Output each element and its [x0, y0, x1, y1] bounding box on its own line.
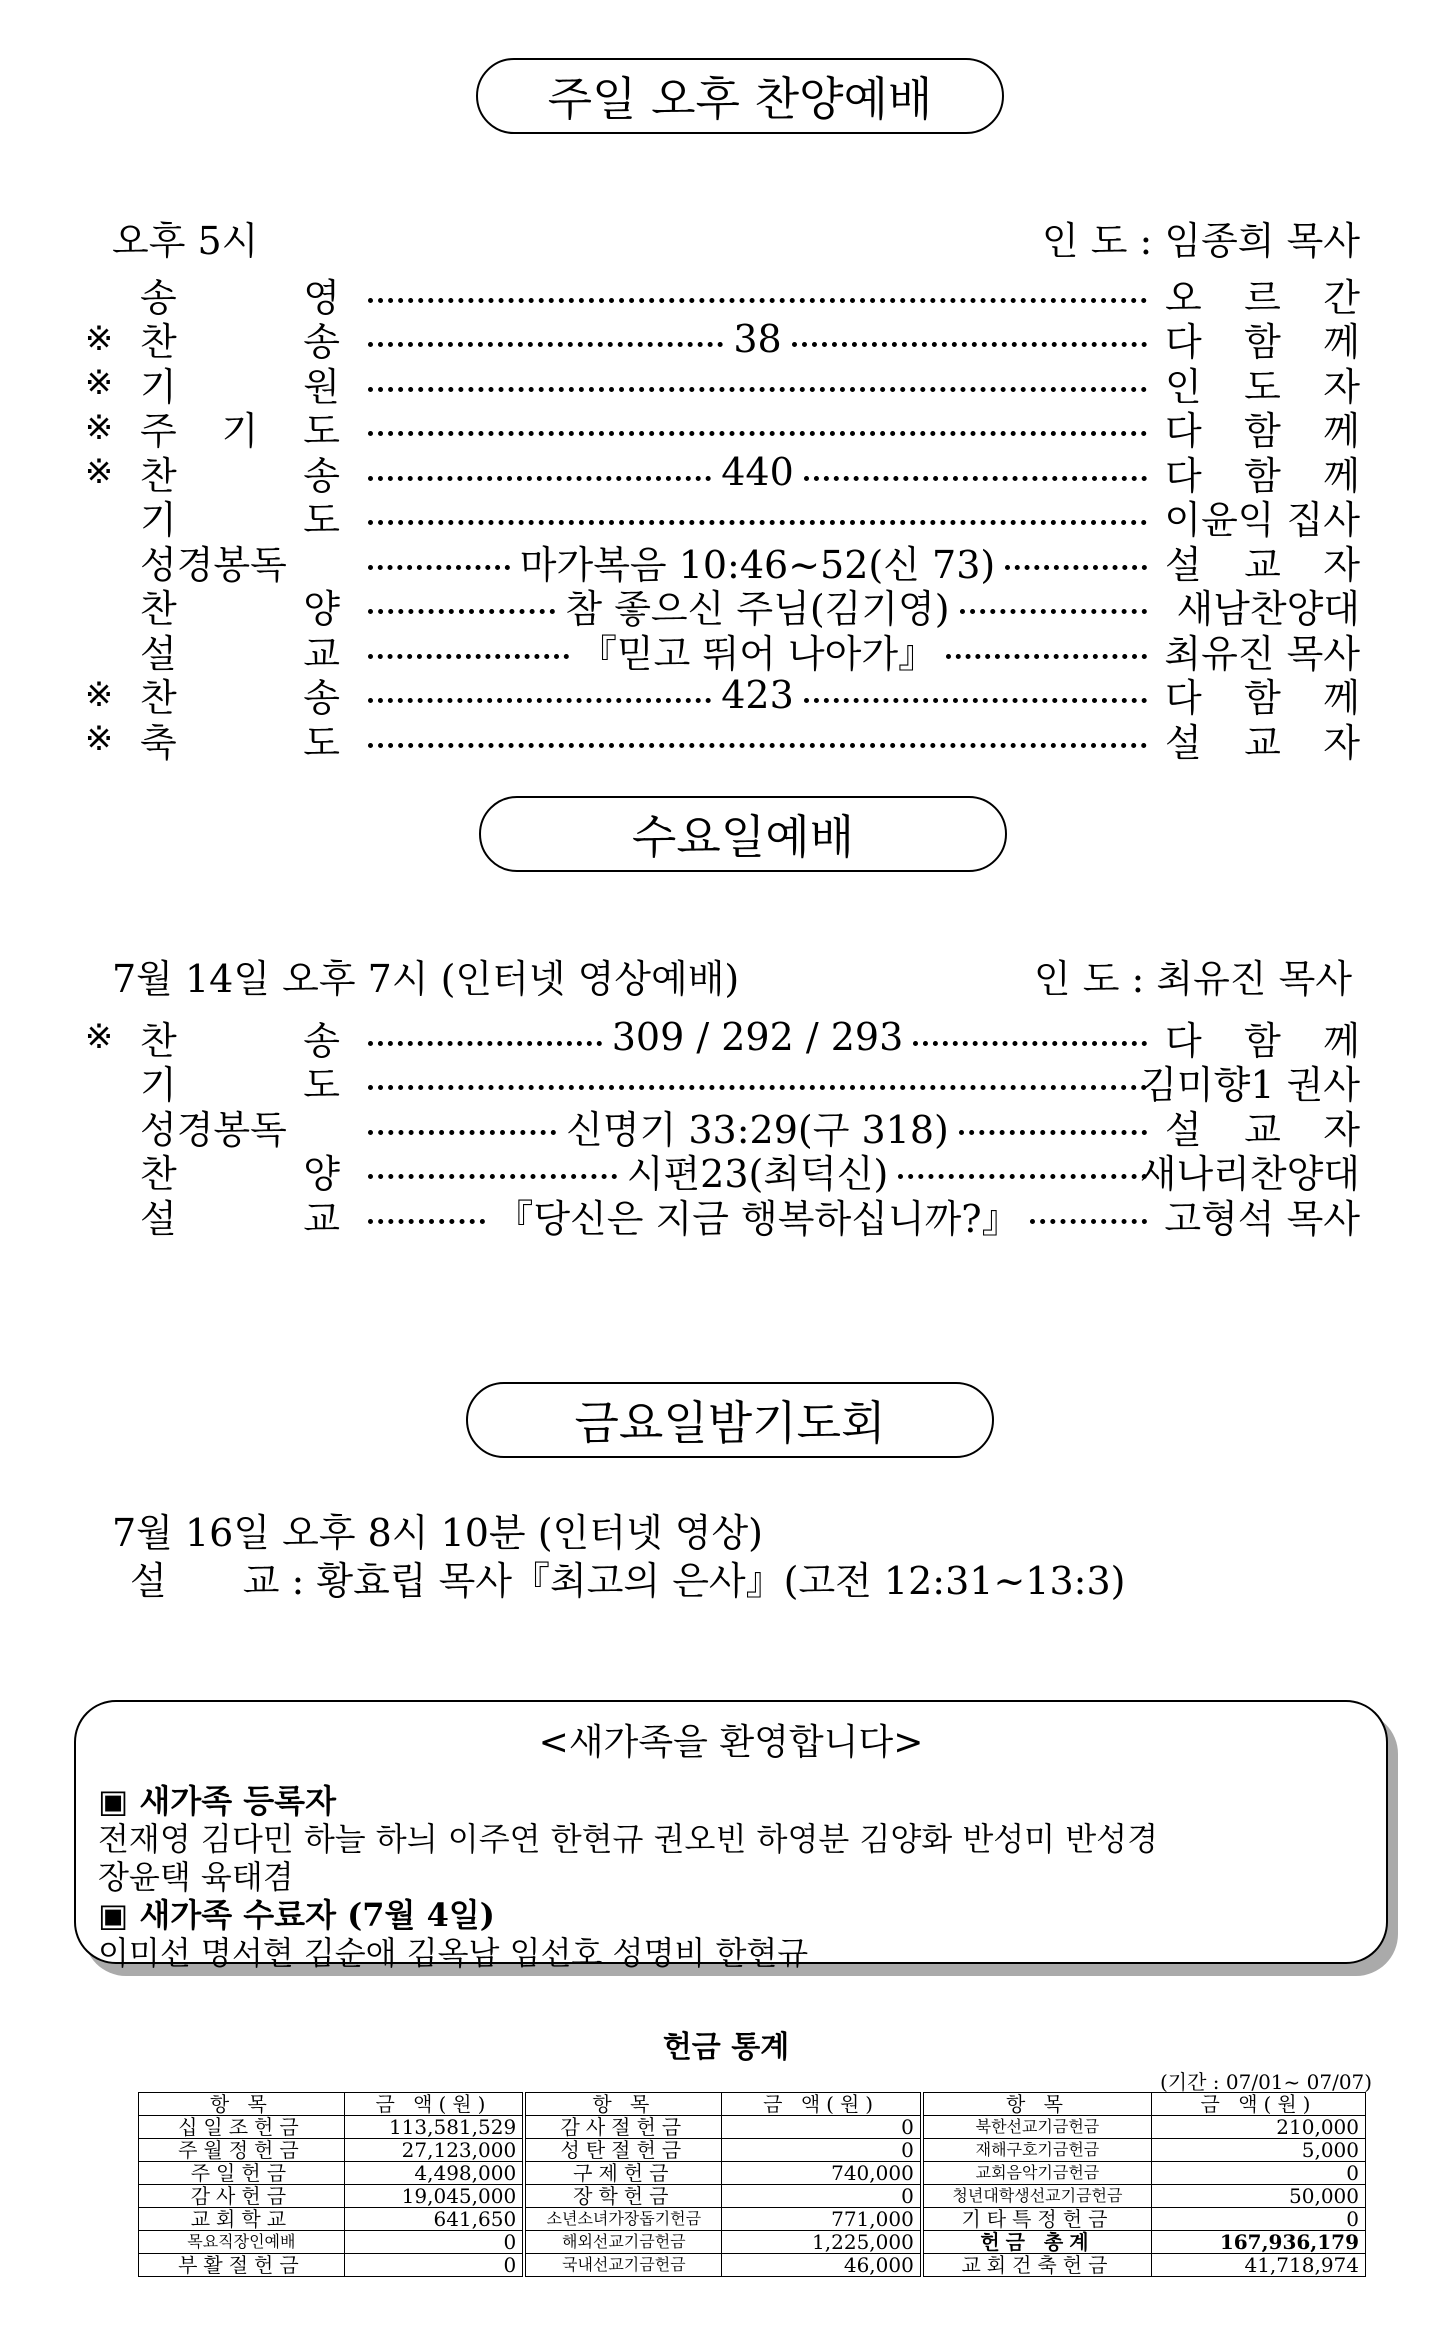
completed-heading: ▣ 새가족 수료자 (7월 4일): [98, 1896, 495, 1934]
order-value: 참 좋으신 주님(김기영): [565, 587, 950, 632]
finance-item-cell: 청년대학생선교기금헌금: [922, 2185, 1152, 2208]
wednesday-title-text: 수요일예배: [631, 810, 855, 864]
order-row: [70, 1193, 1360, 1241]
sunday-time: 오후 5시: [112, 219, 259, 263]
finance-item-cell: 국내선교기금헌금: [524, 2254, 722, 2277]
order-row: [70, 361, 1360, 409]
order-row: [70, 584, 1360, 632]
order-row: [70, 539, 1360, 587]
order-label: 찬 양: [140, 587, 340, 632]
sunday-leader: 인 도 : 임종희 목사: [1041, 219, 1360, 263]
order-person: 설 교 자: [1165, 542, 1360, 587]
wednesday-title: [479, 796, 1007, 872]
order-person: 설 교 자: [1165, 720, 1360, 765]
finance-header-cell: 항 목: [139, 2093, 345, 2116]
order-leader-dots: [358, 514, 1157, 519]
stand-mark: ※: [84, 318, 114, 359]
order-value: 309 / 292 / 293: [611, 1015, 904, 1060]
finance-item-cell: 교회학교: [139, 2208, 345, 2231]
order-value: 『믿고 뛰어 나아가』: [578, 631, 937, 676]
finance-row: [139, 2254, 1366, 2277]
order-row: [70, 406, 1360, 454]
stand-mark: ※: [84, 452, 114, 493]
finance-item-cell: 구제헌금: [524, 2162, 722, 2185]
finance-item-cell: 북한선교기금헌금: [922, 2116, 1152, 2139]
order-value: 440: [721, 450, 794, 495]
finance-amount-cell: 19,045,000: [344, 2185, 524, 2208]
order-person: 설 교 자: [1165, 1107, 1360, 1152]
finance-amount-cell: 27,123,000: [344, 2139, 524, 2162]
stand-mark: ※: [84, 719, 114, 760]
finance-amount-cell: 641,650: [344, 2208, 524, 2231]
order-label: 찬 송: [140, 676, 340, 721]
finance-item-cell: 장학헌금: [524, 2185, 722, 2208]
order-row: [70, 717, 1360, 765]
order-leader-dots: [358, 1015, 1157, 1059]
finance-row: [139, 2162, 1366, 2185]
order-person: 다 함 께: [1165, 453, 1360, 498]
order-leader-dots: [358, 673, 1157, 717]
finance-header-cell: 금 액(원): [722, 2093, 922, 2116]
finance-item-cell: 헌금 총계: [922, 2231, 1152, 2254]
order-label: 송 영: [140, 275, 340, 320]
order-person: 새나리찬양대: [1139, 1152, 1360, 1197]
finance-amount-cell: 740,000: [722, 2162, 922, 2185]
order-leader-dots: [358, 317, 1157, 361]
finance-item-cell: 목요직장인예배: [139, 2231, 345, 2254]
order-label: 찬 송: [140, 1018, 340, 1063]
finance-amount-cell: 50,000: [1152, 2185, 1366, 2208]
finance-item-cell: 감사절헌금: [524, 2116, 722, 2139]
order-row: [70, 1015, 1360, 1063]
wednesday-leader: 인 도 : 최유진 목사: [1033, 957, 1352, 1001]
sunday-title-text: 주일 오후 찬양예배: [547, 72, 933, 126]
wednesday-time: 7월 14일 오후 7시 (인터넷 영상예배): [112, 957, 740, 1001]
order-person: 김미향1 권사: [1140, 1063, 1360, 1108]
order-label: 설 교: [140, 631, 340, 676]
wednesday-order-list: [70, 1015, 1360, 1241]
order-label: 찬 양: [140, 1152, 340, 1197]
finance-amount-cell: 0: [722, 2185, 922, 2208]
order-row: [70, 450, 1360, 498]
finance-amount-cell: 0: [344, 2231, 524, 2254]
finance-period: (기간 : 07/01~ 07/07): [1160, 2070, 1373, 2094]
order-leader-dots: [358, 381, 1157, 386]
finance-amount-cell: 113,581,529: [344, 2116, 524, 2139]
order-row: [70, 1149, 1360, 1197]
finance-amount-cell: 771,000: [722, 2208, 922, 2231]
finance-header-cell: 항 목: [524, 2093, 722, 2116]
order-label: 주 기 도: [140, 409, 340, 454]
finance-amount-cell: 1,225,000: [722, 2231, 922, 2254]
completed-names: 이미선 명서현 김순애 김옥남 임선호 성명비 한현규: [98, 1934, 809, 1972]
finance-amount-cell: 0: [1152, 2208, 1366, 2231]
order-leader-dots: [358, 737, 1157, 742]
welcome-title: <새가족을 환영합니다>: [538, 1722, 924, 1763]
order-person: 고형석 목사: [1164, 1196, 1360, 1241]
finance-row: [139, 2116, 1366, 2139]
registered-names-2: 장윤택 육태겸: [98, 1858, 294, 1896]
finance-amount-cell: 46,000: [722, 2254, 922, 2277]
friday-title: [466, 1382, 994, 1458]
order-person: 오 르 간: [1165, 275, 1360, 320]
order-leader-dots: [358, 292, 1157, 297]
finance-header-cell: 금 액(원): [344, 2093, 524, 2116]
order-person: 새남찬양대: [1176, 587, 1360, 632]
finance-amount-cell: 4,498,000: [344, 2162, 524, 2185]
finance-table: [138, 2092, 1366, 2277]
finance-amount-cell: 41,718,974: [1152, 2254, 1366, 2277]
finance-item-cell: 부활절헌금: [139, 2254, 345, 2277]
finance-item-cell: 주일헌금: [139, 2162, 345, 2185]
order-leader-dots: [358, 450, 1157, 494]
finance-header-cell: 항 목: [922, 2093, 1152, 2116]
finance-item-cell: 십일조헌금: [139, 2116, 345, 2139]
order-value: 423: [721, 672, 794, 717]
order-label: 기 원: [140, 364, 340, 409]
finance-amount-cell: 167,936,179: [1152, 2231, 1366, 2254]
order-label: 찬 송: [140, 320, 340, 365]
order-label: 성경봉독: [140, 542, 287, 587]
registered-names-1: 전재영 김다민 하늘 하늬 이주연 한현규 권오빈 하영분 김양화 반성미 반성경: [98, 1820, 1158, 1858]
finance-item-cell: 성탄절헌금: [524, 2139, 722, 2162]
finance-item-cell: 해외선교기금헌금: [524, 2231, 722, 2254]
finance-item-cell: 소년소녀가장돕기헌금: [524, 2208, 722, 2231]
order-person: 다 함 께: [1165, 320, 1360, 365]
finance-title: 헌금 통계: [662, 2030, 790, 2065]
order-person: 다 함 께: [1165, 676, 1360, 721]
order-person: 최유진 목사: [1164, 631, 1360, 676]
finance-item-cell: 감사헌금: [139, 2185, 345, 2208]
order-label: 축 도: [140, 720, 340, 765]
sunday-order-list: [70, 272, 1360, 765]
stand-mark: ※: [84, 674, 114, 715]
order-leader-dots: [358, 425, 1157, 430]
finance-amount-cell: 0: [1152, 2162, 1366, 2185]
stand-mark: ※: [84, 363, 114, 404]
order-person: 인 도 자: [1165, 364, 1360, 409]
order-value: 시편23(최덕신): [626, 1152, 889, 1197]
welcome-box: [74, 1700, 1388, 1972]
friday-title-text: 금요일밤기도회: [574, 1396, 886, 1450]
friday-time: 7월 16일 오후 8시 10분 (인터넷 영상): [112, 1511, 763, 1555]
finance-header-cell: 금 액(원): [1152, 2093, 1366, 2116]
order-label: 설 교: [140, 1196, 340, 1241]
order-leader-dots: [358, 1079, 1157, 1084]
order-value: 마가복음 10:46~52(신 73): [519, 542, 996, 587]
finance-header-row: [139, 2093, 1366, 2116]
order-person: 다 함 께: [1165, 1018, 1360, 1063]
finance-row: [139, 2231, 1366, 2254]
order-leader-dots: [358, 623, 1157, 678]
order-row: [70, 672, 1360, 721]
friday-sermon: 설 교 : 황효립 목사『최고의 은사』(고전 12:31~13:3): [130, 1559, 1126, 1603]
finance-row: [139, 2208, 1366, 2231]
order-row: [70, 316, 1360, 365]
finance-row: [139, 2185, 1366, 2208]
finance-item-cell: 재해구호기금헌금: [922, 2139, 1152, 2162]
order-label: 성경봉독: [140, 1107, 287, 1152]
finance-amount-cell: 0: [722, 2116, 922, 2139]
finance-item-cell: 교회음악기금헌금: [922, 2162, 1152, 2185]
finance-item-cell: 기타특정헌금: [922, 2208, 1152, 2231]
finance-amount-cell: 0: [722, 2139, 922, 2162]
order-value: 38: [733, 316, 782, 361]
order-value: 신명기 33:29(구 318): [566, 1107, 949, 1152]
stand-mark: ※: [84, 407, 114, 448]
order-row: [70, 272, 1360, 320]
order-row: [70, 628, 1360, 676]
finance-amount-cell: 210,000: [1152, 2116, 1366, 2139]
finance-item-cell: 교회건축헌금: [922, 2254, 1152, 2277]
order-row: [70, 495, 1360, 543]
finance-row: [139, 2139, 1366, 2162]
finance-item-cell: 주월정헌금: [139, 2139, 345, 2162]
order-label: 기 도: [140, 1063, 340, 1108]
order-row: [70, 1104, 1360, 1152]
order-leader-dots: [358, 1188, 1157, 1243]
finance-amount-cell: 5,000: [1152, 2139, 1366, 2162]
stand-mark: ※: [84, 1017, 114, 1058]
order-label: 찬 송: [140, 453, 340, 498]
order-label: 기 도: [140, 498, 340, 543]
order-person: 다 함 께: [1165, 409, 1360, 454]
registered-heading: ▣ 새가족 등록자: [98, 1782, 336, 1820]
finance-amount-cell: 0: [344, 2254, 524, 2277]
sunday-title: [476, 58, 1004, 134]
order-row: [70, 1060, 1360, 1108]
order-value: 『당신은 지금 행복하십니까?』: [495, 1196, 1020, 1241]
order-person: 이윤익 집사: [1164, 498, 1360, 543]
